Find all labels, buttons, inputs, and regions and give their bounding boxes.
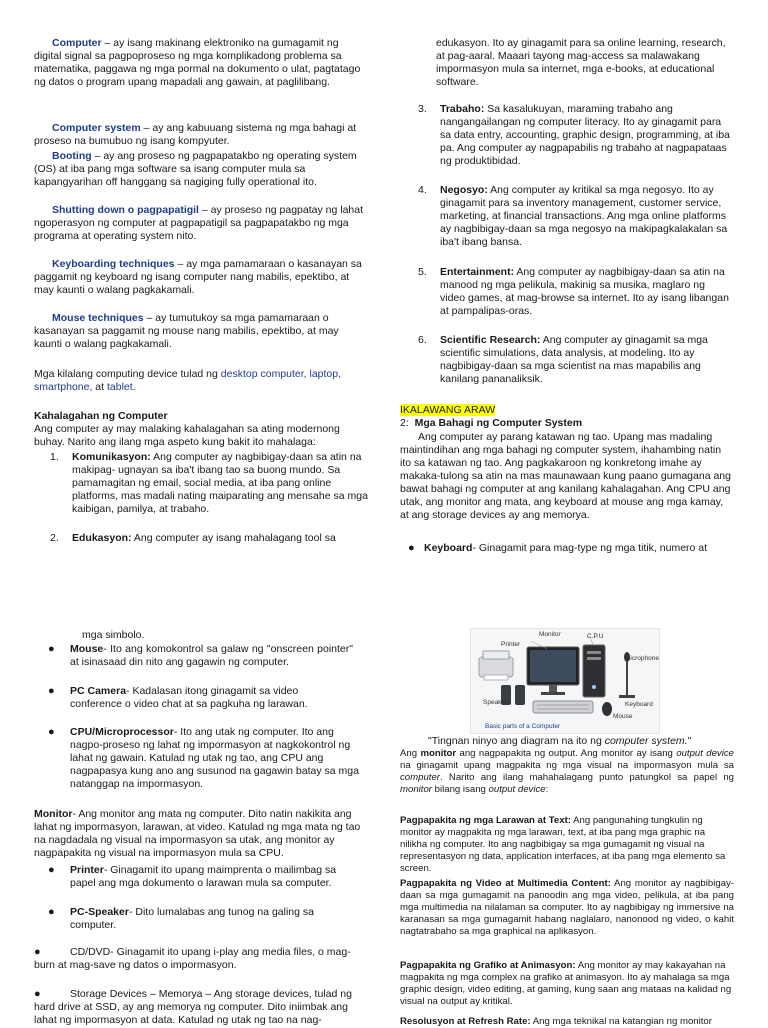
diagram-label: Keyboard bbox=[625, 701, 653, 708]
bullet-icon: ● bbox=[48, 685, 55, 697]
bullet-icon: ● bbox=[408, 542, 415, 554]
definition-mouse-techniques: Mouse techniques – ay tumutukoy sa mga pamamaraan o kasanayan sa paggamit ng mouse nang mabilis, epektibo, at may kaunti o walang pagkakamali. bbox=[34, 312, 339, 350]
printer-icon bbox=[479, 651, 513, 680]
section-body: Ang computer ay parang katawan ng tao. Upang mas madaling maintindihan ang mga bahagi ng computer system, ihahambing natin ito sa katawan ng tao. Ang pagkakaroon ng konkretong imahe ay makaka-tulong sa atin na mas maunawaan kung paano gumagana ang bawat bahagi ng computer at ang kanilang kahalagahan. Ang CPU ang utak, ang monitor ang mata, ang keyboard at mouse ang mga kamay, at ang storage devices ay ang memorya. bbox=[400, 431, 731, 521]
definition-shutting-down: Shutting down o pagpapatigil – ay proseso ng pagpatay ng lahat ngoperasyon ng computer at pagpapatigil sa pagpapatakbo ng mga programa at operating system nito. bbox=[34, 204, 364, 242]
definition-computer-system: Computer system – ay ang kabuuang sistema ng mga bahagi at proseso na bumubuo ng isang kompyuter. bbox=[34, 122, 357, 147]
diagram-label: Speakers bbox=[483, 699, 511, 706]
list-item: ● PC Camera- Kadalasan itong ginagamit sa video conference o video chat at sa pagkuha ng larawan. bbox=[48, 685, 308, 710]
feature-paragraph: Pagpapakita ng Grafiko at Animasyon: Ang monitor ay may kakayahan na magpakita ng mga complex na grafiko at animasyon. Ito ay mahalaga sa mga graphic design, video editing, at gaming, kung saan ang mataas na kalidad ng visual na output ay kritikal. bbox=[400, 960, 732, 1007]
list-item: 5. Entertainment: Ang computer ay nagbibigay-daan sa atin na manood ng mga pelikula, makinig sa musika, maglaro ng video games, at mag-browse sa internet. Ito ay isang libangan at pampalipas-oras. bbox=[418, 266, 729, 317]
diagram-label: Monitor bbox=[539, 631, 561, 638]
day-label: IKALAWANG ARAW bbox=[400, 404, 496, 416]
cpu-icon bbox=[583, 645, 605, 697]
feature-paragraph: Resolusyon at Refresh Rate: Ang mga teknikal na katangian ng monitor bbox=[400, 1016, 712, 1027]
definition-keyboarding: Keyboarding techniques – ay mga pamamaraan o kasanayan sa paggamit ng keyboard ng isang computer nang mabilis, epektibo, at may kaunti o walang pagkakamali. bbox=[34, 258, 362, 296]
list-item: ● Keyboard- Ginagamit para mag-type ng mga titik, numero at bbox=[408, 542, 708, 554]
list-item: ● Printer- Ginagamit ito upang maimprenta o mailimbag sa papel ang mga dokumento o larawan mula sa computer. bbox=[48, 864, 337, 889]
keyboard-icon bbox=[533, 701, 593, 713]
section-heading: Kahalagahan ng Computer bbox=[34, 410, 168, 422]
bullet-icon: ● bbox=[34, 988, 41, 1000]
list-item: 6. Scientific Research: Ang computer ay ginagamit sa mga scientific simulations, data analysis, at modeling. Ito ay nagbibigay-daan sa mga scientist na mas mapabilis ang kanilang pananaliksik. bbox=[418, 334, 708, 385]
list-item: 4. Negosyo: Ang computer ay kritikal sa mga negosyo. Ito ay ginagamit para sa inventory management, customer service, marketing, at financial transactions. Ang mga online platforms ay nagbibigay-daan sa mga negosyo na makipagkalakalan sa iba't ibang bansa. bbox=[418, 184, 728, 248]
mouse-icon bbox=[602, 702, 612, 716]
list-item: 3. Trabaho: Sa kasalukuyan, maraming trabaho ang nangangailangan ng computer literacy. Ito ay ginagamit para sa data entry, accounting, graphic design, programming, at iba pa. Ang computer ay nagpapabilis ng trabaho at nagpapataas ng produktibidad. bbox=[418, 103, 730, 167]
list-item: ● PC-Speaker- Dito lumalabas ang tunog na galing sa computer. bbox=[48, 906, 314, 931]
bullet-icon: ● bbox=[48, 864, 55, 876]
diagram-label: Mouse bbox=[613, 713, 633, 720]
bullet-icon: ● bbox=[34, 946, 41, 958]
definition-booting: Booting – ay ang proseso ng pagpapatakbo ng operating system (OS) at iba pang mga software sa isang computer mula sa kapangyarihan off hanggang sa nagiging fully operational ito. bbox=[34, 150, 357, 188]
bullet-icon: ● bbox=[48, 726, 55, 738]
diagram-caption: Basic parts of a Computer bbox=[485, 723, 561, 730]
list-item: 1. Komunikasyon: Ang computer ay nagbibigay-daan sa atin na makipag- ugnayan sa iba't ibang tao sa buong mundo. Sa pamamagitan ng email, social media, at iba pang online platforms, mas madali nating maiparating ang mensahe sa mga kaibigan, pamilya, at trabaho. bbox=[50, 451, 368, 515]
monitor-icon bbox=[527, 647, 579, 695]
section-heading: 2: Mga Bahagi ng Computer System bbox=[400, 417, 583, 429]
diagram-label: Microphone bbox=[625, 655, 659, 662]
definition-computer: Computer – ay isang makinang elektroniko na gumagamit ng digital signal sa pagpoproseso ng mga komplikadong problema sa matematika, paggawa ng mga pormal na dokumento o ulat, pagtatago ng datos o program upang mapadali ang gawain, at paglilibang. bbox=[34, 37, 361, 88]
bullet-icon: ● bbox=[48, 906, 55, 918]
section-intro: Ang computer ay may malaking kahalagahan sa ating modernong buhay. Narito ang ilang mga aspeto kung bakit ito mahalaga: bbox=[34, 423, 340, 448]
list-item: ● Storage Devices – Memorya – Ang storage devices, tulad ng hard drive at SSD, ay ang memorya ng computer. Dito iniimbak ang lahat ng impormasyon at data. Katulad ng utak ng tao na nag- bbox=[34, 988, 352, 1026]
bullet-icon: ● bbox=[48, 643, 55, 655]
diagram-label: Printer bbox=[501, 641, 521, 648]
diagram-label: C.P.U bbox=[587, 633, 604, 640]
list-item: 2. Edukasyon: Ang computer ay isang mahalagang tool sa bbox=[50, 532, 336, 544]
education-continuation: edukasyon. Ito ay ginagamit para sa online learning, research, at pag-aaral. Maaari tayong mag-access sa malawakang impormasyon mula sa internet, mga e-books, at educational software. bbox=[436, 37, 726, 88]
feature-paragraph: Pagpapakita ng Video at Multimedia Content: Ang monitor ay nagbibigay-daan sa mga gumagamit na panoodin ang mga video, pelikula, at iba pang mga multimedia na nilalaman sa computer. Ito ay nagbibigay ng immersive na karanasan sa mga gumagamit habang naglalaro, nanonood ng video, o kahit nagtatrabaho sa mga graphical na aplikasyon. bbox=[400, 878, 735, 937]
list-item: ● CPU/Microprocessor- Ito ang utak ng computer. Ito ang nagpo-proseso ng lahat ng impormasyon at nagkokontrol ng lahat ng gawain. Katulad ng utak ng tao, ang CPU ang nagpapasya kung ano ang susunod na gagawin batay sa mga natanggap na impormasyon. bbox=[48, 726, 359, 790]
list-item: ● CD/DVD- Ginagamit ito upang i-play ang media files, o mag-burn at mag-save ng datos o impormasyon. bbox=[34, 946, 351, 971]
list-item: ● Mouse- Ito ang komokontrol sa galaw ng "onscreen pointer" at isinasaad din nito ang gagawin ng computer. bbox=[48, 643, 353, 668]
continuation-text: mga simbolo. bbox=[82, 629, 145, 641]
computer-parts-diagram bbox=[470, 628, 660, 734]
monitor-paragraph: Monitor- Ang monitor ang mata ng computer. Dito natin nakikita ang lahat ng impormasyon, larawan, at video. Katulad ng mga mata ng tao na nagdadala ng visual na impormasyon sa utak, ang monitor ay nagpapakita ng visual na impormasyon mula sa CPU. bbox=[34, 808, 361, 859]
figure-caption: "Tingnan ninyo ang diagram na ito ng computer system." bbox=[428, 735, 692, 747]
computing-devices-sentence: Mga kilalang computing device tulad ng desktop computer, laptop, smartphone, at tablet. bbox=[34, 368, 342, 393]
monitor-intro: Ang monitor ang nagpapakita ng output. Ang monitor ay isang output device na ginagamit upang magpakita ng mga visual na impormasyon mula sa computer. Narito ang ilang mahahalagang punto patungkol sa papel ng monitor bilang isang output device: bbox=[400, 748, 734, 795]
feature-paragraph: Pagpapakita ng mga Larawan at Text: Ang pangunahing tungkulin ng monitor ay magpakita ng mga larawan, text, at iba pang mga graphic na nilikha ng computer. Ito ang nagbibigay sa mga gumagamit ng visual na representasyon ng data, application interfaces, at iba pang mga elemento sa screen. bbox=[400, 815, 726, 874]
